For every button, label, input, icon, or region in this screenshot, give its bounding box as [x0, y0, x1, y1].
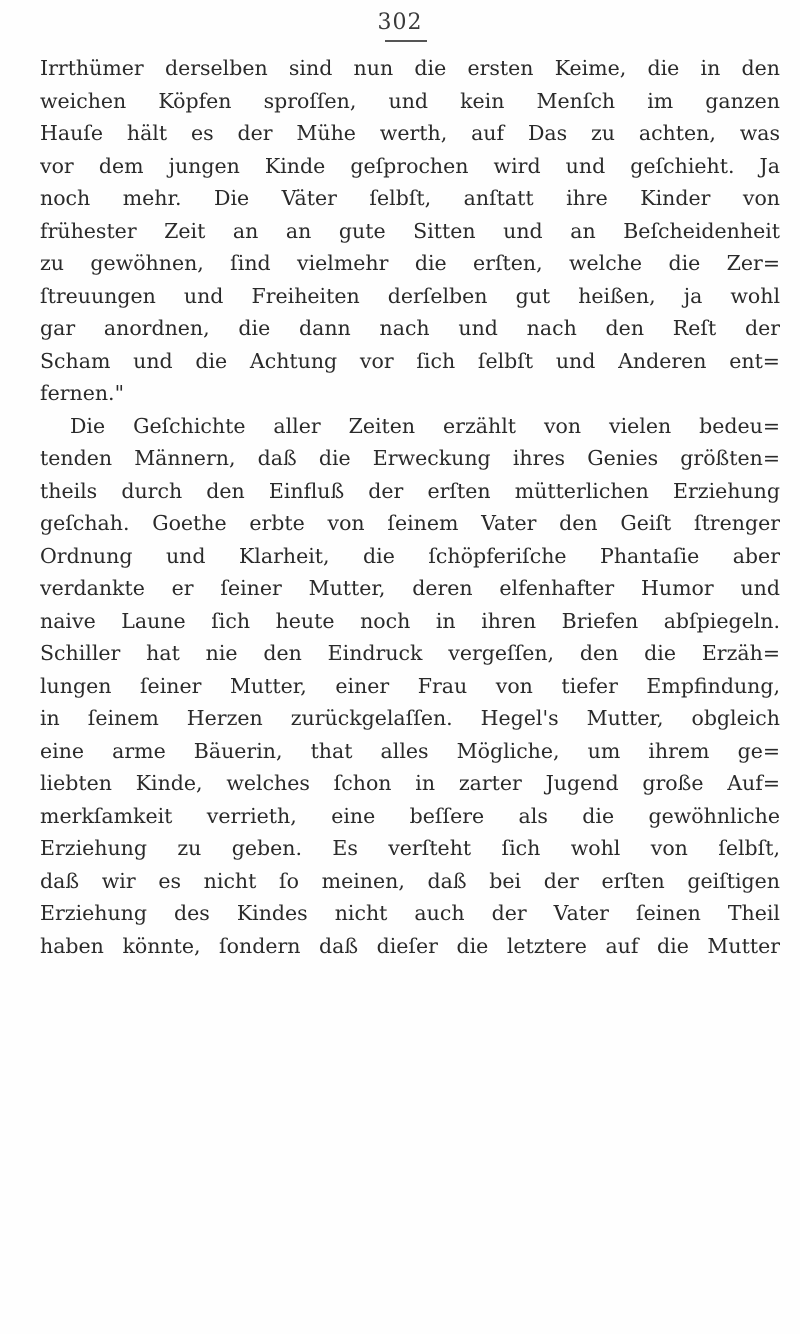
text-line: zu gewöhnen, ſind vielmehr die erſten, welche die Zer= [40, 251, 780, 275]
paragraph-start-line: Die Geſchichte aller Zeiten erzählt von vielen bedeu= [70, 413, 780, 438]
text-line: theils durch den Einfluß der erſten mütterlichen Erziehung [40, 478, 780, 503]
text-line: daß wir es nicht ſo meinen, daß bei der erſten geiſtigen [40, 868, 780, 893]
text-line: in ſeinem Herzen zurückgelaſſen. Hegel's Mutter, obgleich [40, 706, 780, 730]
text-line: liebten Kinde, welches ſchon in zarter Jugend große Auf= [40, 771, 780, 795]
text-line: merkſamkeit verrieth, eine beſſere als die gewöhnliche [40, 803, 780, 828]
text-line: Hauſe hält es der Mühe werth, auf Das zu achten, was [40, 121, 780, 145]
text-line: Scham und die Achtung vor ſich ſelbſt und Anderen ent= [40, 348, 780, 373]
text-line: Ordnung und Klarheit, die ſchöpferiſche Phantaſie aber [40, 543, 780, 568]
text-line: verdankte er ſeiner Mutter, deren elfenhafter Humor und [40, 576, 780, 600]
page-number-rule [385, 40, 427, 42]
text-line: fernen." [40, 381, 125, 405]
text-line: ſtreuungen und Freiheiten derſelben gut heißen, ja wohl [40, 283, 780, 308]
text-line: lungen ſeiner Mutter, einer Frau von tiefer Empfindung, [40, 673, 780, 698]
text-line: eine arme Bäuerin, that alles Mögliche, um ihrem ge= [40, 738, 780, 763]
text-line: gar anordnen, die dann nach und nach den Reſt der [40, 316, 780, 340]
text-line: Erziehung zu geben. Es verſteht ſich wohl von ſelbſt, [40, 836, 780, 860]
text-line: geſchah. Goethe erbte von ſeinem Vater den Geiſt ſtrenger [40, 511, 780, 535]
text-line: tenden Männern, daß die Erweckung ihres Genies größten= [40, 446, 780, 470]
text-line: naive Laune ſich heute noch in ihren Briefen abſpiegeln. [40, 608, 780, 633]
text-line: noch mehr. Die Väter ſelbſt, anſtatt ihre Kinder von [40, 186, 780, 210]
text-line: frühester Zeit an an gute Sitten und an Beſcheidenheit [40, 218, 780, 243]
text-line: weichen Köpfen sproſſen, und kein Menſch im ganzen [40, 88, 780, 113]
text-line: Irrthümer derselben sind nun die ersten Keime, die in den [40, 56, 780, 80]
text-line: Schiller hat nie den Eindruck vergeſſen, den die Erzäh= [40, 641, 780, 665]
text-line: haben könnte, ſondern daß dieſer die letztere auf die Mutter [40, 933, 780, 958]
page-number: 302 [377, 10, 423, 35]
body-text [40, 52, 780, 962]
text-line: vor dem jungen Kinde geſprochen wird und geſchieht. Ja [40, 153, 780, 178]
text-line: Erziehung des Kindes nicht auch der Vater ſeinen Theil [40, 901, 780, 925]
